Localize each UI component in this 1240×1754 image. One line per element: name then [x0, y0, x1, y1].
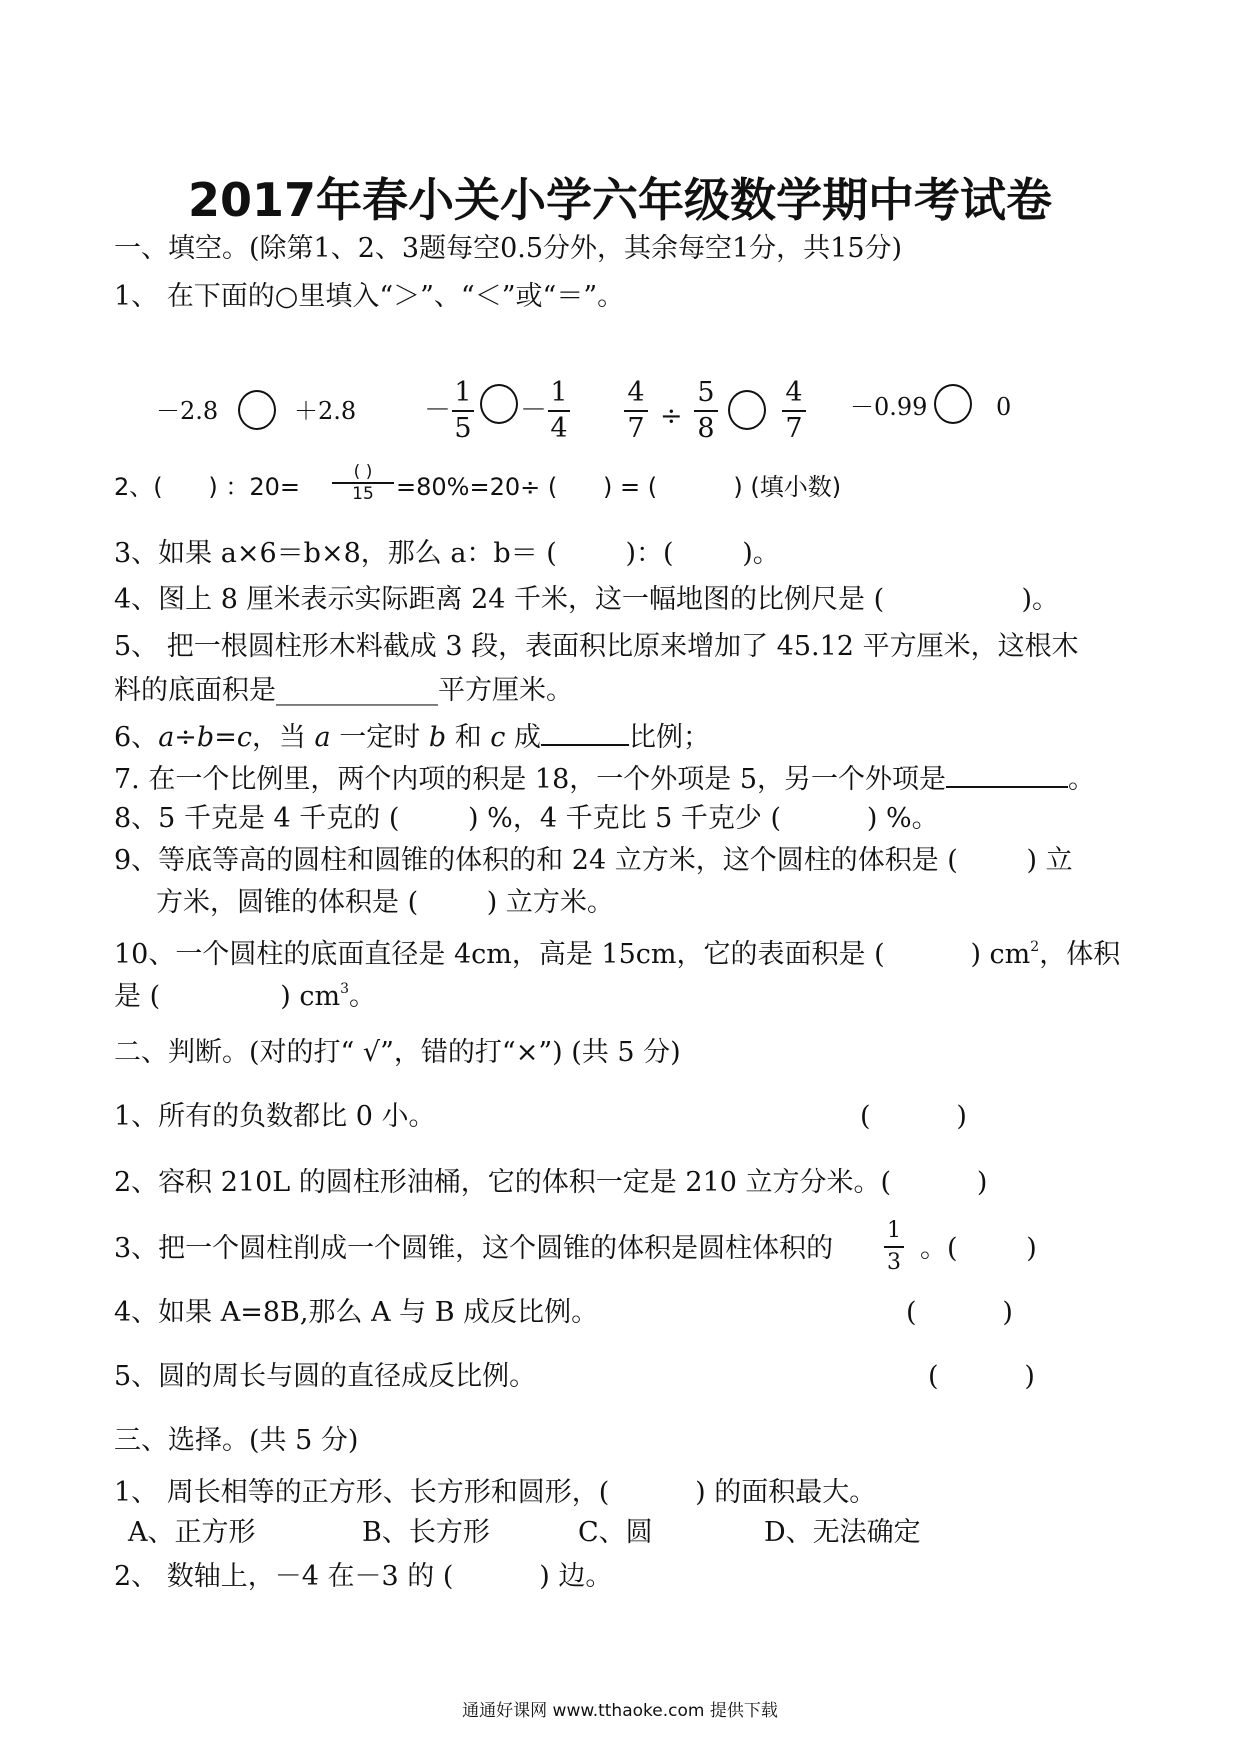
- judge-5-answer[interactable]: ( ): [928, 1361, 1035, 1392]
- section2-heading: 二、判断。(对的打“ √”，错的打“×”) (共 5 分): [114, 1037, 681, 1068]
- q1-c1-right: ＋2.8: [294, 397, 357, 425]
- q1-c3-fraction-3: 4 7: [782, 378, 806, 444]
- q3: 3、如果 a×6＝b×8，那么 a：b＝ ( )：( )。: [114, 538, 780, 569]
- q1-c4-left: －0.99: [850, 393, 928, 421]
- q10-line2: 是 ( ) $cm^3$。: [114, 981, 377, 1012]
- compare-circle-3[interactable]: [728, 390, 766, 430]
- judge-3-fraction: 1 3: [884, 1218, 904, 1276]
- judge-1-answer[interactable]: ( ): [860, 1101, 967, 1132]
- q4: 4、图上 8 厘米表示实际距离 24 千米，这一幅地图的比例尺是 ( )。: [114, 584, 1060, 615]
- q7: 7. 在一个比例里，两个内项的积是 18，一个外项是 5，另一个外项是 。: [114, 764, 1096, 795]
- judge-3: 3、把一个圆柱削成一个圆锥，这个圆锥的体积是圆柱体积的: [114, 1233, 834, 1264]
- choice-1-option-d[interactable]: D、无法确定: [764, 1517, 921, 1548]
- section3-heading: 三、选择。(共 5 分): [114, 1425, 359, 1456]
- choice-1: 1、 周长相等的正方形、长方形和圆形，( ) 的面积最大。: [114, 1477, 877, 1508]
- q1-text: 1、 在下面的○里填入“＞”、“＜”或“＝”。: [114, 281, 625, 312]
- q5-line2: 料的底面积是____________平方厘米。: [114, 675, 573, 706]
- q1-c1-left: －2.8: [156, 397, 219, 425]
- q1-c3-divide: ÷: [660, 401, 683, 432]
- compare-circle-4[interactable]: [934, 384, 972, 424]
- choice-2: 2、 数轴上，－4 在－3 的 ( ) 边。: [114, 1561, 613, 1592]
- q1-c2-minus-1: －: [424, 395, 451, 426]
- judge-5: 5、圆的周长与圆的直径成反比例。: [114, 1361, 537, 1392]
- judge-4-answer[interactable]: ( ): [906, 1297, 1013, 1328]
- q2-part-a: 2、( ) ：20=: [114, 473, 301, 501]
- q10-line1: 10、一个圆柱的底面直径是 4cm，高是 15cm，它的表面积是 ( ) $cm^2$，体积: [114, 939, 1121, 970]
- q1-c2-fraction-1: 1 5: [452, 378, 474, 444]
- q6: 6、a÷b=c，当 a 一定时 b 和 c 成 比例；: [114, 722, 710, 753]
- q9-line2: 方米，圆锥的体积是 ( ) 立方米。: [156, 887, 614, 918]
- judge-4: 4、如果 A=8B,那么 A 与 B 成反比例。: [114, 1297, 599, 1328]
- page-footer: 通通好课网 www.tthaoke.com 提供下载: [462, 1701, 778, 1721]
- q1-c3-fraction-2: 5 8: [694, 378, 718, 444]
- compare-circle-2[interactable]: [480, 384, 518, 424]
- q1-c2-fraction-2: 1 4: [548, 378, 570, 444]
- q1-c4-right: 0: [996, 393, 1012, 421]
- q1-c3-fraction-1: 4 7: [624, 378, 648, 444]
- choice-1-option-a[interactable]: A、正方形: [128, 1517, 256, 1548]
- judge-2: 2、容积 210L 的圆柱形油桶，它的体积一定是 210 立方分米。( ): [114, 1167, 988, 1198]
- q8: 8、5 千克是 4 千克的 ( ) %，4 千克比 5 千克少 ( ) %。: [114, 803, 939, 834]
- q2-fraction: ( ) 15: [332, 462, 394, 504]
- choice-1-option-c[interactable]: C、圆: [578, 1517, 653, 1548]
- q1-c2-minus-2: －: [520, 395, 547, 426]
- section1-heading: 一、填空。(除第1、2、3题每空0.5分外，其余每空1分，共15分): [114, 233, 903, 264]
- page-title: 2017年春小关小学六年级数学期中考试卷: [187, 173, 1053, 227]
- q2-part-b: =80%=20÷ ( ) = ( ) (填小数): [396, 473, 842, 501]
- judge-3-answer[interactable]: 。( ): [920, 1233, 1037, 1264]
- compare-circle-1[interactable]: [238, 390, 276, 430]
- judge-1: 1、所有的负数都比 0 小。: [114, 1101, 436, 1132]
- q5-line1: 5、 把一根圆柱形木料截成 3 段，表面积比原来增加了 45.12 平方厘米，这根木: [114, 631, 1079, 662]
- choice-1-option-b[interactable]: B、长方形: [362, 1517, 490, 1548]
- q9-line1: 9、等底等高的圆柱和圆锥的体积的和 24 立方米，这个圆柱的体积是 ( ) 立: [114, 845, 1073, 876]
